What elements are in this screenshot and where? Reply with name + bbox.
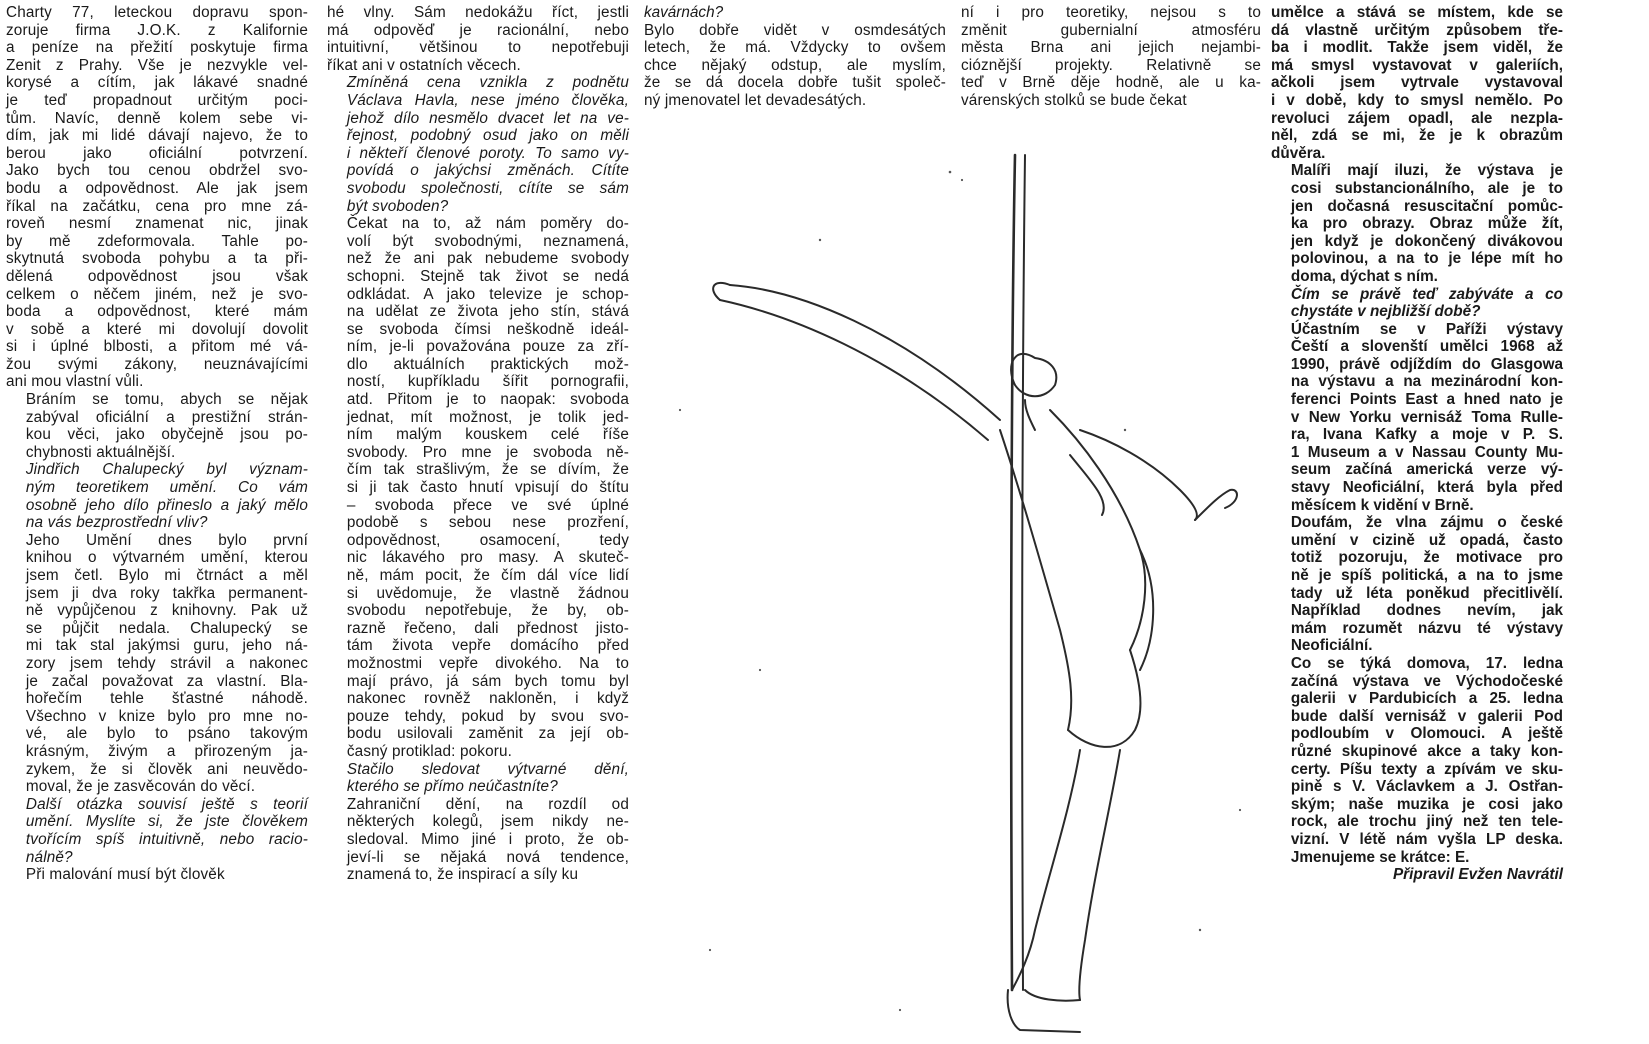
text-line: seum začíná americká verze vý- — [1290, 461, 1563, 479]
text-line: knihou o výtvarném umění, kterou — [25, 549, 308, 567]
text-line: je začal považovat za vlastní. Bla- — [25, 672, 308, 690]
text-line: kterého se přímo neúčastníte? — [346, 778, 558, 796]
text-line: vé, ale bylo to psáno takovým — [25, 725, 308, 743]
text-line: ani mou vlastní vůli. — [6, 373, 144, 391]
paragraph — [1271, 162, 1563, 285]
text-line: žou svými zákony, neuznávajícími — [6, 355, 308, 373]
article-column-1 — [6, 4, 308, 1044]
text-line: Zmíněná cena vznikla z podnětu — [346, 74, 629, 92]
text-line: začíná výstava ve Východočeské — [1290, 672, 1563, 690]
pole-left-line — [1011, 155, 1015, 990]
text-line: berou jako oficiální potvrzení. — [6, 144, 308, 162]
text-line: Jako bych tou cenou obdržel svo- — [6, 162, 308, 180]
text-line: jen dočasná resuscitační pomůc- — [1290, 197, 1563, 215]
text-line: Bylo dobře vidět v osmdesátých — [644, 21, 946, 39]
text-line: ra, Ivana Kafky a moje v P. S. — [1290, 426, 1563, 444]
text-line: svobodu nepotřebuje, že by, ob- — [346, 602, 629, 620]
text-line: razně řečeno, dali přednost jisto- — [346, 619, 629, 637]
text-line: bodu usilovali zaměnit za její ob- — [346, 725, 629, 743]
dancing-figure-illustration — [640, 110, 1280, 1044]
text-line: jehož dílo nesmělo dvacet let na ve- — [346, 109, 629, 127]
text-line: podloubím v Olomouci. A ještě — [1290, 725, 1563, 743]
text-line: nic lákavého pro masy. A skuteč- — [346, 549, 629, 567]
article-column-3 — [644, 4, 946, 109]
paragraph — [327, 215, 629, 760]
text-line: si i úplné blbosti, a přitom mé vá- — [6, 338, 308, 356]
text-line: schopni. Stejně tak život se nedá — [346, 267, 629, 285]
text-line: Bráním se tomu, abych se nějak — [25, 391, 308, 409]
text-line: být svoboden? — [346, 197, 449, 215]
text-line: Čím se právě teď zabýváte a co — [1290, 285, 1563, 303]
text-line: vizní. V létě nám vyšla LP deska. — [1290, 830, 1563, 848]
text-line: povídá o jakýchsi změnách. Cítíte — [346, 162, 629, 180]
leg-back — [1079, 750, 1120, 1000]
article-column-2 — [327, 4, 629, 1044]
text-line: pouze tehdy, pokud by svou svo- — [346, 707, 629, 725]
text-line: chybnosti aktuálnější. — [25, 443, 176, 461]
text-line: moval, že je zasvěcován do věcí. — [25, 778, 256, 796]
paragraph — [1271, 514, 1563, 655]
paragraph — [6, 866, 308, 884]
text-line: 1990, právě odjíždím do Glasgowa — [1290, 355, 1563, 373]
text-line: Malíři mají iluzi, že výstava je — [1290, 162, 1563, 180]
text-line: důvěra. — [1271, 144, 1326, 162]
text-line: dá vlastně určitým způsobem tře- — [1271, 21, 1563, 39]
text-line: 1 Museum a v Nassau County Mu- — [1290, 443, 1563, 461]
text-line: bude další vernisáž v galerii Pod — [1290, 707, 1563, 725]
text-line: svobodu společnosti, cítíte se sám — [346, 179, 629, 197]
text-line: Čeští a slovenští umělci 1968 až — [1290, 338, 1563, 356]
paragraph — [1271, 4, 1563, 162]
text-line: ně je spíš politická, a na to jsme — [1290, 567, 1563, 584]
text-line: mají právo, já sám bych tomu byl — [346, 672, 629, 690]
paragraph — [644, 22, 946, 110]
text-line: doma, dýchat s ním. — [1290, 267, 1438, 285]
text-line: na vás bezprostřední vliv? — [25, 514, 208, 532]
text-line: Neoficiální. — [1290, 637, 1373, 655]
text-line: ním malým kouskem celé říše — [346, 426, 629, 444]
interview-question — [327, 74, 629, 215]
text-line: odpovědnost, osamocení, tedy — [346, 531, 629, 549]
paragraph — [961, 4, 1261, 110]
text-line: roveň nesmí znamenat nic, jinak — [6, 215, 308, 233]
text-line: Účastním se v Paříži výstavy — [1290, 320, 1563, 338]
text-line: galerii v Pardubicích a 25. ledna — [1290, 690, 1563, 708]
text-line: a peníze na přežití poskytuje firma — [6, 39, 308, 57]
text-line: Zenit z Prahy. Vše je nezvykle vel- — [6, 56, 308, 74]
paragraph — [6, 4, 308, 391]
text-line: intuitivní, většinou to nepotřebuji — [327, 39, 629, 57]
text-line: teď v Brně děje hodně, ale u ka- — [961, 74, 1261, 92]
text-line: kou věci, jako obyčejně jsou po- — [25, 426, 308, 444]
text-line: Jmenujeme se krátce: E. — [1290, 848, 1470, 866]
text-line: říkat ani v ostatních věcech. — [327, 56, 521, 74]
text-line: umění v cizině už opadá, často — [1290, 531, 1563, 549]
text-line: hé vlny. Sám nedokážu říct, jestli — [327, 4, 629, 21]
interview-question-tail: kavárnách? — [644, 4, 724, 21]
text-line: ka pro obrazy. Obraz může žít, — [1290, 215, 1563, 233]
paragraph — [6, 391, 308, 461]
text-line: něl, zdá se mi, že je k obrazům — [1271, 127, 1563, 145]
head — [1011, 354, 1056, 396]
text-line: atd. Přitom je to naopak: svoboda — [346, 391, 629, 409]
text-line: hořečím tehle šťastné náhodě. — [25, 690, 308, 708]
text-line: se půjčit nedala. Chalupecký se — [25, 619, 308, 637]
text-line: dlo aktuálních praktických mož- — [346, 355, 629, 373]
paragraph — [327, 796, 629, 884]
text-line: ačkoli jsem vytrvale vystavoval — [1271, 74, 1563, 92]
text-line: by mě zdeformovala. Tahle po- — [6, 232, 308, 250]
text-line: polovinou, a na to je lépe mít ho — [1290, 250, 1563, 268]
text-line: Doufám, že vlna zájmu o české — [1290, 514, 1563, 532]
text-line: Čekat na to, až nám poměry do- — [346, 215, 629, 233]
article-column-5 — [1271, 4, 1563, 1044]
breast — [1070, 455, 1104, 515]
text-line: na udělat ze života jeho stín, stává — [346, 303, 629, 321]
text-line: zoruje firma J.O.K. z Kalifornie — [6, 21, 308, 39]
hand-left — [713, 283, 730, 300]
paragraph — [1271, 321, 1563, 515]
text-line: je teď propadnout určitým poci- — [6, 91, 308, 109]
text-line: – svoboda přece ve své úplné — [346, 496, 629, 514]
paragraph — [327, 4, 629, 74]
paragraph — [6, 532, 308, 796]
text-line: nakonec rovněž nakloněn, i když — [346, 690, 629, 708]
text-line: svobody. Pro mne je svoboda ně- — [346, 443, 629, 461]
interview-question — [1271, 286, 1563, 321]
text-line: dím, jak mi lidé dávají najevo, že to — [6, 127, 308, 145]
text-line: celkem o něčem jiném, než je svo- — [6, 285, 308, 303]
text-line: si uvědomuje, že vlastně žádnou — [346, 584, 629, 602]
text-line: várenských stolků se bude čekat — [961, 91, 1187, 109]
text-line: ný jmenovatel let devadesátých. — [644, 91, 867, 109]
text-line: skytnutá svoboda pohybu a ta při- — [6, 250, 308, 268]
text-line: umění. Myslíte si, že jste člověkem — [25, 813, 308, 831]
text-line: časný protiklad: pokoru. — [346, 742, 513, 760]
raised-arm-upper — [730, 285, 1000, 420]
text-line: cosi substancionálního, ale je to — [1290, 179, 1563, 197]
torso-right — [1050, 410, 1145, 650]
pole-right-line — [1022, 155, 1025, 990]
text-line: rock, ale trochu jiný než ten tele- — [1290, 813, 1563, 831]
text-line: zabýval oficiální a prestižní strán- — [25, 408, 308, 426]
text-line: v sobě a které mi dovolují dovolit — [6, 320, 308, 338]
text-line: různé skupinové akce a taky kon- — [1290, 742, 1563, 760]
text-line: má odpověď je racionální, nebo — [327, 21, 629, 39]
text-line: ností, kupříkladu šířit pornografii, — [346, 373, 629, 391]
text-line: ferenci Points East a hned nato je — [1290, 391, 1563, 409]
text-line: Další otázka souvisí ještě s teorií — [25, 795, 308, 813]
paragraph — [1271, 655, 1563, 866]
right-hand — [1195, 490, 1237, 520]
text-line: umělce a stává se místem, kde se — [1271, 4, 1563, 21]
text-line: Například dodnes nevím, jak — [1290, 602, 1563, 620]
text-line: Charty 77, leteckou dopravu spon- — [6, 4, 308, 21]
text-line: že se dá docela dobře tušit společ- — [644, 74, 946, 92]
text-line: ným teoretikem umění. Co vám — [25, 479, 308, 497]
text-line: se svoboda čímsi neškodně ideál- — [346, 320, 629, 338]
text-line: ně vypůjčenou z knihovny. Pak už — [25, 602, 308, 620]
text-line: si ji tak často hnutí vpisují do štítu — [346, 479, 629, 497]
text-line: i v době, kdy to smysl nemělo. Po — [1271, 91, 1563, 109]
text-line: zory jsem tehdy strávil a nakonec — [25, 654, 308, 672]
text-line: totiž pozoruju, že motivace pro — [1290, 549, 1563, 567]
text-line: pině s V. Václavkem a J. Ostřan- — [1290, 778, 1563, 796]
text-line: ní i pro teoretiky, nejsou s to — [961, 4, 1261, 21]
text-line: volí být svobodnými, neznamená, — [346, 232, 629, 250]
text-line: než že ani pak nebudeme svobody — [346, 250, 629, 268]
text-line: možnostmi vepře divokého. Na to — [346, 654, 629, 672]
text-line: říkal na začátku, cena pro mne zá- — [6, 197, 308, 215]
right-arm — [1080, 430, 1197, 520]
interview-question — [327, 761, 629, 796]
text-line: ba i modlit. Takže jsem viděl, že — [1271, 39, 1563, 57]
article-column-4 — [961, 4, 1261, 109]
text-line: tům. Navíc, denně kolem sebe vi- — [6, 109, 308, 127]
text-line: měsícem k vidění v Brně. — [1290, 496, 1474, 514]
text-line: jsem ji dva roky takřka permanent- — [25, 584, 308, 602]
text-line: ním, je-li považována pouze za zří- — [346, 338, 629, 356]
text-line: odkládat. A jako televize je schop- — [346, 285, 629, 303]
text-line: dělená odpovědnost jsou však — [6, 267, 308, 285]
text-line: ským; naše muzika je cosi jako — [1290, 795, 1563, 813]
text-line: jsem četl. Bylo mi čtrnáct a měl — [25, 567, 308, 584]
text-line: cióznější projekty. Relativně se — [961, 56, 1261, 74]
text-line: chce nějaký odstup, ale myslím, — [644, 56, 946, 74]
interview-question — [6, 796, 308, 866]
hip-line — [1068, 650, 1140, 747]
text-line: osobně jeho dílo přineslo a jaký mělo — [25, 496, 308, 514]
text-line: na výstavu a na mezinárodní kon- — [1290, 373, 1563, 391]
text-line: chystáte v nejbližší době? — [1290, 303, 1481, 321]
text-line: jednat, mít možnost, je tolik jed- — [346, 408, 629, 426]
text-line: boda a odpovědnost, které mám — [6, 303, 308, 321]
text-line: krásným, živým a přirozeným ja- — [25, 742, 308, 760]
text-line: Při malování musí být člověk — [25, 866, 225, 884]
text-line: má smysl vystavovat v galeriích, — [1271, 56, 1563, 74]
text-line: jen když je dokončený divákovou — [1290, 232, 1563, 250]
text-line: sledoval. Mimo jiné i proto, že ob- — [346, 830, 629, 848]
text-line: Všechno v knize bylo pro mne no- — [25, 707, 308, 725]
text-line: bodu a odpovědnost. Ale jak jsem — [6, 179, 308, 197]
text-line: Co se týká domova, 17. ledna — [1290, 654, 1563, 672]
text-line: některých kolegů, jsem nikdy ne- — [346, 813, 629, 831]
text-line: jeví-li se nějaká nová tendence, — [346, 848, 629, 866]
text-line: zykem, že si člověk ani neuvědo- — [25, 760, 308, 778]
text-line: i někteří členové poroty. To samo vy- — [346, 144, 629, 162]
text-line: letech, že má. Vždycky to ovšem — [644, 39, 946, 57]
text-line: korysé a cítím, jak lákavé snadné — [6, 74, 308, 92]
text-line: města Brna ani jejich nejambi- — [961, 39, 1261, 57]
text-line: znamená to, že inspirací a síly ku — [346, 866, 579, 884]
text-line: ně, mám pocit, že čím dál více lidí — [346, 567, 629, 584]
text-line: změnit gubernialní atmosféru — [961, 21, 1261, 39]
text-line: tám života vepře domácího před — [346, 637, 629, 655]
text-line: čím tak strašlivým, že se dívím, že — [346, 461, 629, 479]
text-line: Jindřich Chalupecký byl význam- — [25, 461, 308, 479]
text-line: mám rozumět názvu té výstavy — [1290, 619, 1563, 637]
text-line: revoluci zájem opadl, ale nezpla- — [1271, 109, 1563, 127]
text-line: nálně? — [25, 848, 73, 866]
interview-question — [6, 461, 308, 531]
text-line: Stačilo sledovat výtvarné dění, — [346, 760, 629, 778]
author-credit: Připravil Evžen Navrátil — [1392, 866, 1563, 884]
text-line: v New Yorku vernisáž Toma Rulle- — [1290, 408, 1563, 426]
text-line: podobě s sebou nese prozření, — [346, 514, 629, 532]
text-line: certy. Píšu texty a zpívám ve sku- — [1290, 760, 1563, 778]
text-line: tady už léta poněkud přecitlivělí. — [1290, 584, 1563, 602]
text-line: Václava Havla, nese jméno člověka, — [346, 91, 629, 109]
text-line: Jeho Umění dnes bylo první — [25, 531, 308, 549]
text-line: řejnost, podobný osud jako on měli — [346, 127, 629, 145]
text-line: Zahraniční dění, na rozdíl od — [346, 795, 629, 813]
text-line: stavy Neoficiální, která byla před — [1290, 479, 1563, 497]
text-line: mi tak stal jakýmsi guru, jeho ná- — [25, 637, 308, 655]
pole-base — [1008, 990, 1080, 1032]
text-line: tvořícím spíš intuitivně, nebo racio- — [25, 830, 308, 848]
neck — [1025, 400, 1035, 430]
